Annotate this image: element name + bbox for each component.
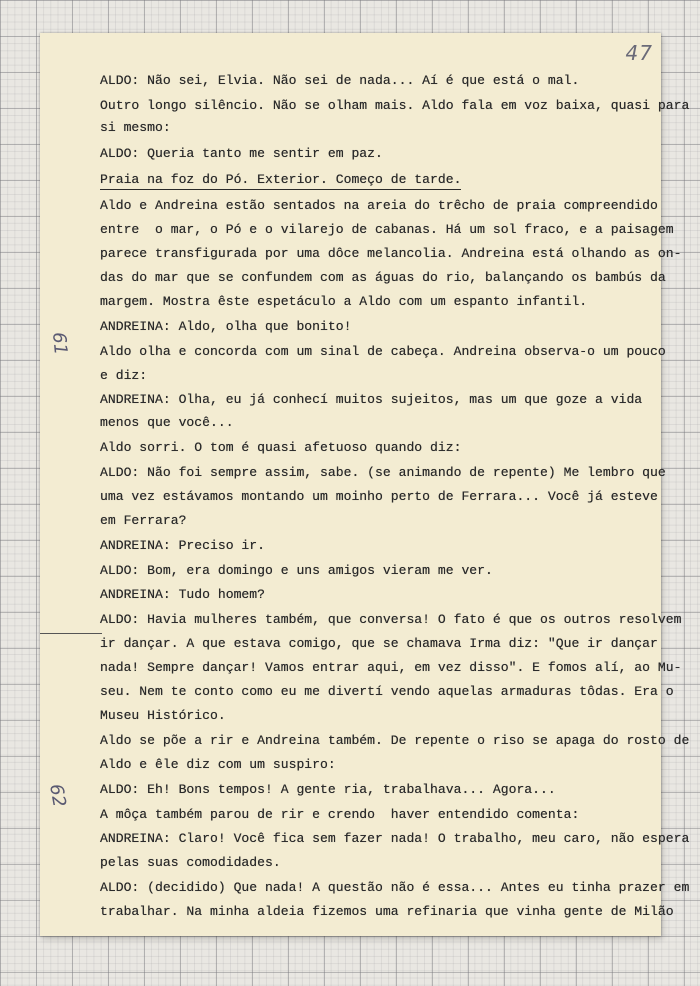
typewritten-page xyxy=(40,33,690,936)
text-line: uma vez estávamos montando um moinho perto de Ferrara... Você já esteve xyxy=(100,489,658,504)
text-line: si mesmo: xyxy=(100,120,171,135)
text-line: ANDREINA: Preciso ir. xyxy=(100,538,266,553)
text-line: Museu Histórico. xyxy=(100,708,226,723)
text-line: parece transfigurada por uma dôce melancolia. Andreina está olhando as on- xyxy=(100,246,682,261)
text-line: ALDO: Não foi sempre assim, sabe. (se animando de repente) Me lembro que xyxy=(100,465,666,480)
margin-mark-61: 61 xyxy=(47,331,71,356)
text-line: A môça também parou de rir e crendo haver entendido comenta: xyxy=(100,807,580,822)
text-line: ANDREINA: Claro! Você fica sem fazer nada! O trabalho, meu caro, não espera xyxy=(100,831,690,846)
margin-mark-62: 62 xyxy=(45,782,70,809)
text-line: Aldo se põe a rir e Andreina também. De repente o riso se apaga do rosto de xyxy=(100,733,690,748)
text-line: nada! Sempre dançar! Vamos entrar aqui, em vez disso". E fomos alí, ao Mu- xyxy=(100,660,682,675)
text-line: Outro longo silêncio. Não se olham mais. Aldo fala em voz baixa, quasi para xyxy=(100,98,690,113)
text-line: Aldo sorri. O tom é quasi afetuoso quando diz: xyxy=(100,440,462,455)
text-line: ALDO: Eh! Bons tempos! A gente ria, trabalhava... Agora... xyxy=(100,782,556,797)
text-line: Aldo e êle diz com um suspiro: xyxy=(100,757,336,772)
text-line: menos que você... xyxy=(100,415,234,430)
text-line: em Ferrara? xyxy=(100,513,187,528)
text-line: ir dançar. A que estava comigo, que se chamava Irma diz: "Que ir dançar xyxy=(100,636,658,651)
text-line: ALDO: (decidido) Que nada! A questão não é essa... Antes eu tinha prazer em xyxy=(100,880,690,895)
text-line: ALDO: Bom, era domingo e uns amigos vieram me ver. xyxy=(100,563,493,578)
text-line: seu. Nem te conto como eu me divertí vendo aquelas armaduras tôdas. Era o xyxy=(100,684,674,699)
text-line: entre o mar, o Pó e o vilarejo de cabanas. Há um sol fraco, e a paisagem xyxy=(100,222,674,237)
text-line: ANDREINA: Tudo homem? xyxy=(100,587,266,602)
text-line: margem. Mostra êste espetáculo a Aldo com um espanto infantil. xyxy=(100,294,588,309)
text-line: ALDO: Havia mulheres também, que conversa! O fato é que os outros resolvem xyxy=(100,612,682,627)
page-number: 47 xyxy=(625,41,653,65)
scene-heading: Praia na foz do Pó. Exterior. Começo de tarde. xyxy=(100,172,461,190)
text-line: pelas suas comodidades. xyxy=(100,855,281,870)
text-line: ANDREINA: Aldo, olha que bonito! xyxy=(100,319,352,334)
text-line: e diz: xyxy=(100,368,148,383)
margin-pencil-line xyxy=(40,633,102,634)
text-line: Aldo e Andreina estão sentados na areia do trêcho de praia compreendido xyxy=(100,198,658,213)
text-line: ALDO: Não sei, Elvia. Não sei de nada... Aí é que está o mal. xyxy=(100,73,580,88)
text-line: ANDREINA: Olha, eu já conhecí muitos sujeitos, mas um que goze a vida xyxy=(100,392,643,407)
text-line: trabalhar. Na minha aldeia fizemos uma refinaria que vinha gente de Milão xyxy=(100,904,674,919)
text-line: ALDO: Queria tanto me sentir em paz. xyxy=(100,146,383,161)
text-line: Aldo olha e concorda com um sinal de cabeça. Andreina observa-o um pouco xyxy=(100,344,666,359)
text-line: das do mar que se confundem com as águas do rio, balançando os bambús da xyxy=(100,270,666,285)
